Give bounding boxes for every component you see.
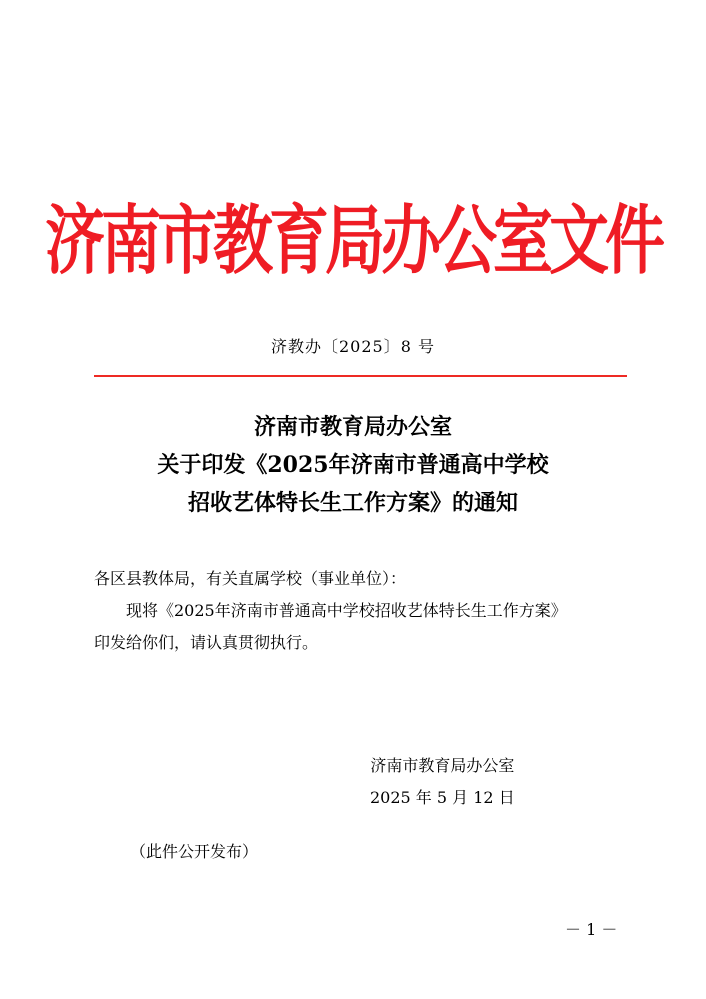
document-title <box>0 408 706 522</box>
page-number: － 1 － <box>565 920 618 939</box>
document-body <box>94 563 624 659</box>
salutation: 各区县教体局，有关直属学校（事业单位）： <box>94 569 407 588</box>
body-paragraph-line-2: 印发给你们，请认真贯彻执行。 <box>94 633 319 652</box>
signature-block <box>370 750 515 814</box>
document-number: 济教办〔2025〕8 号 <box>271 337 435 356</box>
body-paragraph-line-1: 现将《2025年济南市普通高中学校招收艺体特长生工作方案》 <box>126 601 567 620</box>
title-line-3: 招收艺体特长生工作方案》的通知 <box>187 490 518 516</box>
release-note: （此件公开发布） <box>130 842 259 861</box>
signature-org: 济南市教育局办公室 <box>370 756 515 775</box>
issuer-banner: 济南市教育局办公室文件 <box>45 197 661 285</box>
title-line-2: 关于印发《2025年济南市普通高中学校 <box>157 452 549 478</box>
red-divider-line <box>94 375 627 377</box>
title-line-1: 济南市教育局办公室 <box>253 414 452 440</box>
signature-date: 2025 年 5 月 12 日 <box>370 788 515 807</box>
